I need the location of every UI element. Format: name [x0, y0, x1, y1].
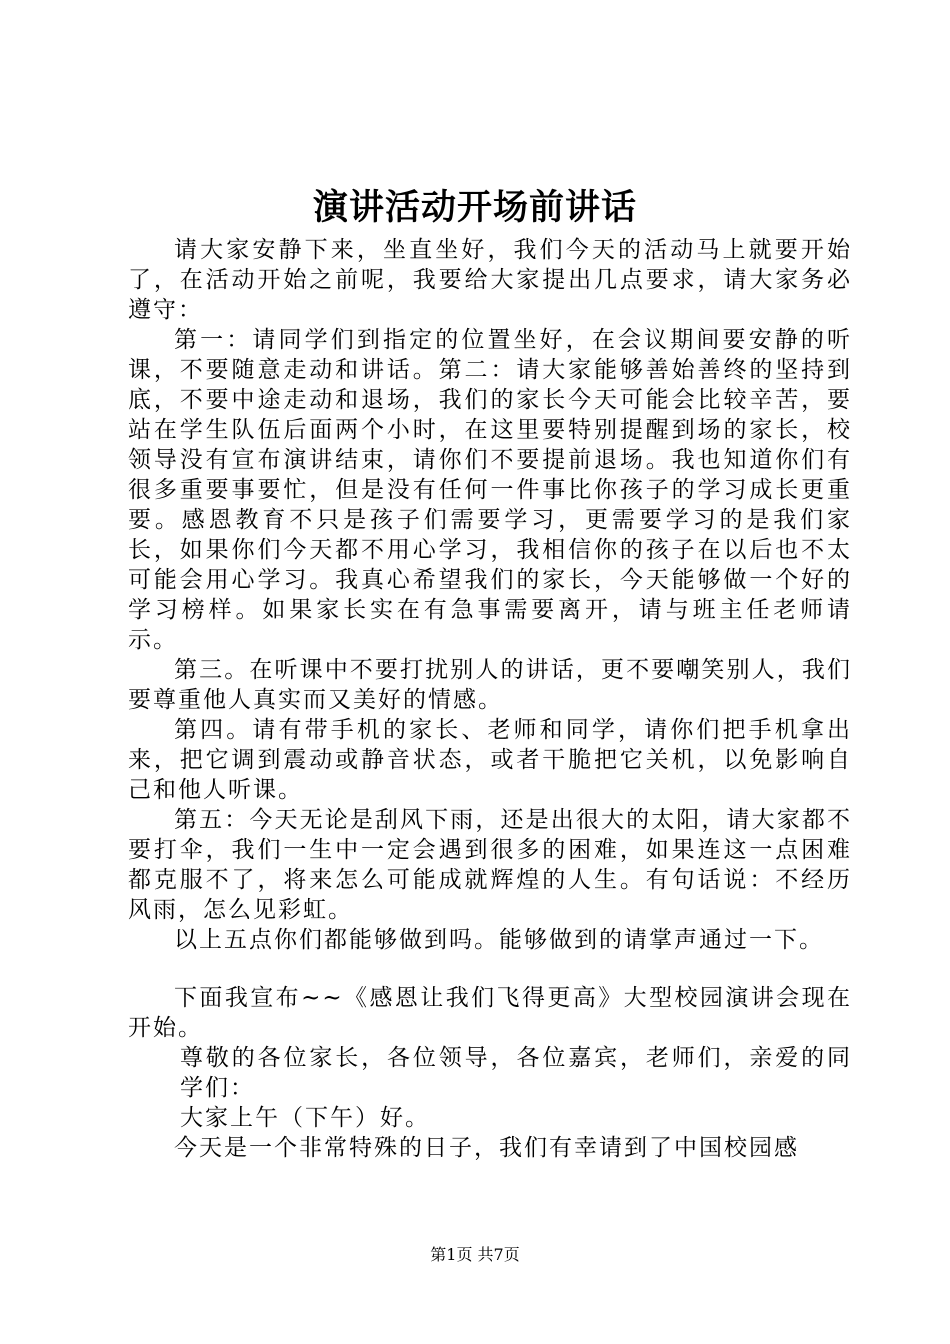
- paragraph-intro: 请大家安静下来，坐直坐好，我们今天的活动马上就要开始了，在活动开始之前呢，我要给大家提出几点要求，请大家务必遵守：: [128, 237, 852, 323]
- page-number-footer: 第1页 共7页: [430, 1245, 520, 1264]
- paragraph-rule-four: 第四。请有带手机的家长、老师和同学，请你们把手机拿出来，把它调到震动或静音状态，或者干脆把它关机，以免影响自己和他人听课。: [128, 717, 852, 803]
- paragraph-rule-one-two: 第一：请同学们到指定的位置坐好，在会议期间要安静的听课，不要随意走动和讲话。第二：请大家能够善始善终的坚持到底，不要中途走动和退场，我们的家长今天可能会比较辛苦，要站在学生队伍后面两个小时，在这里要特别提醒到场的家长，校领导没有宣布演讲结束，请你们不要提前退场。我也知道你们有很多重要事要忙，但是没有任何一件事比你孩子的学习成长更重要。感恩教育不只是孩子们需要学习，更需要学习的是我们家长，如果你们今天都不用心学习，我相信你的孩子在以后也不太可能会用心学习。我真心希望我们的家长，今天能够做一个好的学习榜样。如果家长实在有急事需要离开，请与班主任老师请示。: [128, 327, 852, 653]
- paragraph-announcement: 下面我宣布~~《感恩让我们飞得更高》大型校园演讲会现在开始。: [128, 985, 852, 1041]
- paragraph-opening: 今天是一个非常特殊的日子，我们有幸请到了中国校园感: [174, 1135, 799, 1161]
- paragraph-rule-three: 第三。在听课中不要打扰别人的讲话，更不要嘲笑别人，我们要尊重他人真实而又美好的情感。: [128, 657, 852, 713]
- document-body: [128, 235, 852, 1163]
- paragraph-greeting: 尊敬的各位家长，各位领导，各位嘉宾，老师们，亲爱的同学们：: [180, 1045, 852, 1101]
- document-title: 演讲活动开场前讲话: [312, 187, 637, 228]
- paragraph-rule-five: 第五：今天无论是刮风下雨，还是出很大的太阳，请大家都不要打伞，我们一生中一定会遇到很多的困难，如果连这一点困难都克服不了，将来怎么可能成就辉煌的人生。有句话说：不经历风雨，怎么见彩虹。: [128, 807, 852, 923]
- paragraph-summary: 以上五点你们都能够做到吗。能够做到的请掌声通过一下。: [174, 927, 824, 953]
- paragraph-good-morning: 大家上午（下午）好。: [180, 1105, 430, 1131]
